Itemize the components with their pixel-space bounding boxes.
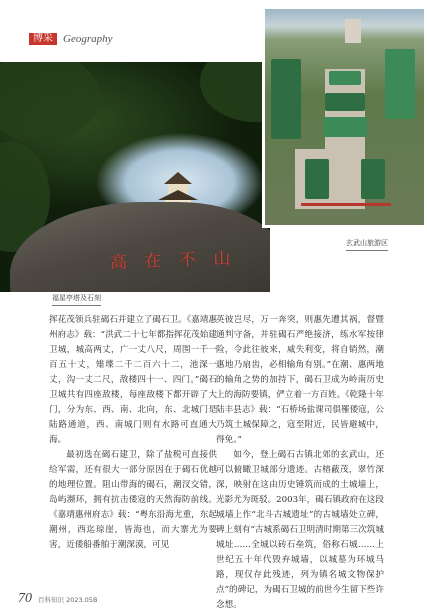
page-number: 70 (18, 591, 32, 606)
page-footer (18, 591, 97, 607)
section-tag: 博采 (29, 33, 57, 45)
main-photo-caption: 福星亭塔及石刻 (52, 294, 101, 302)
paragraph: 最初选在碣石建卫，除了盐税可直接供给军需，还有很大一部分原因在于碣石优越的地理位置。阻山带海的碣石，潮汊交错，岛屿濒环，拥有抗击倭寇的天然海防前线。《嘉靖惠州府志》载：“粤东沿海尤重，东起潮州，西迄琼崖，皆海也，而大寨尤为要害，近倭船番舶于潮深漠，可见 (49, 450, 217, 550)
section-header (29, 33, 113, 45)
aerial-temple-photo (262, 6, 427, 228)
magazine-issue: 百科知识 2023.05B (38, 596, 98, 604)
section-tag-en: Geography (63, 33, 113, 45)
paragraph: 挥花茂领兵驻碣石并建立了碣石卫。《嘉靖惠州府志》载：“洪武二十七年都指挥花茂始建卫城，城高两丈，广一丈八尺，周围一千一百五十丈，雉堞二千二百六十二，池深一丈，沟一丈二尺，敌楼四十一、四门。”碣石卫城共有四座敌楼，每座敌楼下都开辟了大门，分为东、西、南、北向，东、北城门是陆路通道，西、南城门则有水路可直通大海。 (49, 315, 217, 445)
pagoda-rock-photo (0, 62, 270, 292)
paragraph: 如今，登上碣石古镇北郊的玄武山，还可以俯瞰卫城部分遗迹。古榕蔽茂，翠竹深深，映射在这由历史锤筑而成的土城墙上，光影尤为斑驳。2003年，碣石镇政府在这段城墙上作“北斗古城遗址”的古城墙处立碑，碑上刻有“古城系碣石卫明清时期第三次筑城城址……全城以砖石垒筑，俗称石城……上世纪五十年代毁弃城墙，以城墓为环城马路，现仅存此残迹，列为镇名城文物保护点”的碑记，为碣石卫城的前世今生留下些许念想。 (216, 450, 384, 610)
rock-inscription: 高 在 不 山 (109, 248, 237, 274)
paragraph: 英彼岂尽，万一奔突，则惠先遭其祸，督暨通判守备，并驻碣石严绝接济，练水军按律险，令此往彼来，威失利变，将自销然，潮惠地乃扇齿，必相输角有别。”在潮、惠两地的输角之势的加持下，碣石卫成为岭南历史上的海防要镇，俨立着一方百姓。《乾隆十年陆丰县志》载：“石桥场盐课司俱罹倭寇，公乃筑土城保障之，寇至附近，民皆避城中，得免。” (216, 315, 384, 445)
article-column-left (49, 313, 217, 553)
aerial-caption: 玄武山旅游区 (346, 239, 388, 247)
article-column-right (216, 313, 384, 613)
